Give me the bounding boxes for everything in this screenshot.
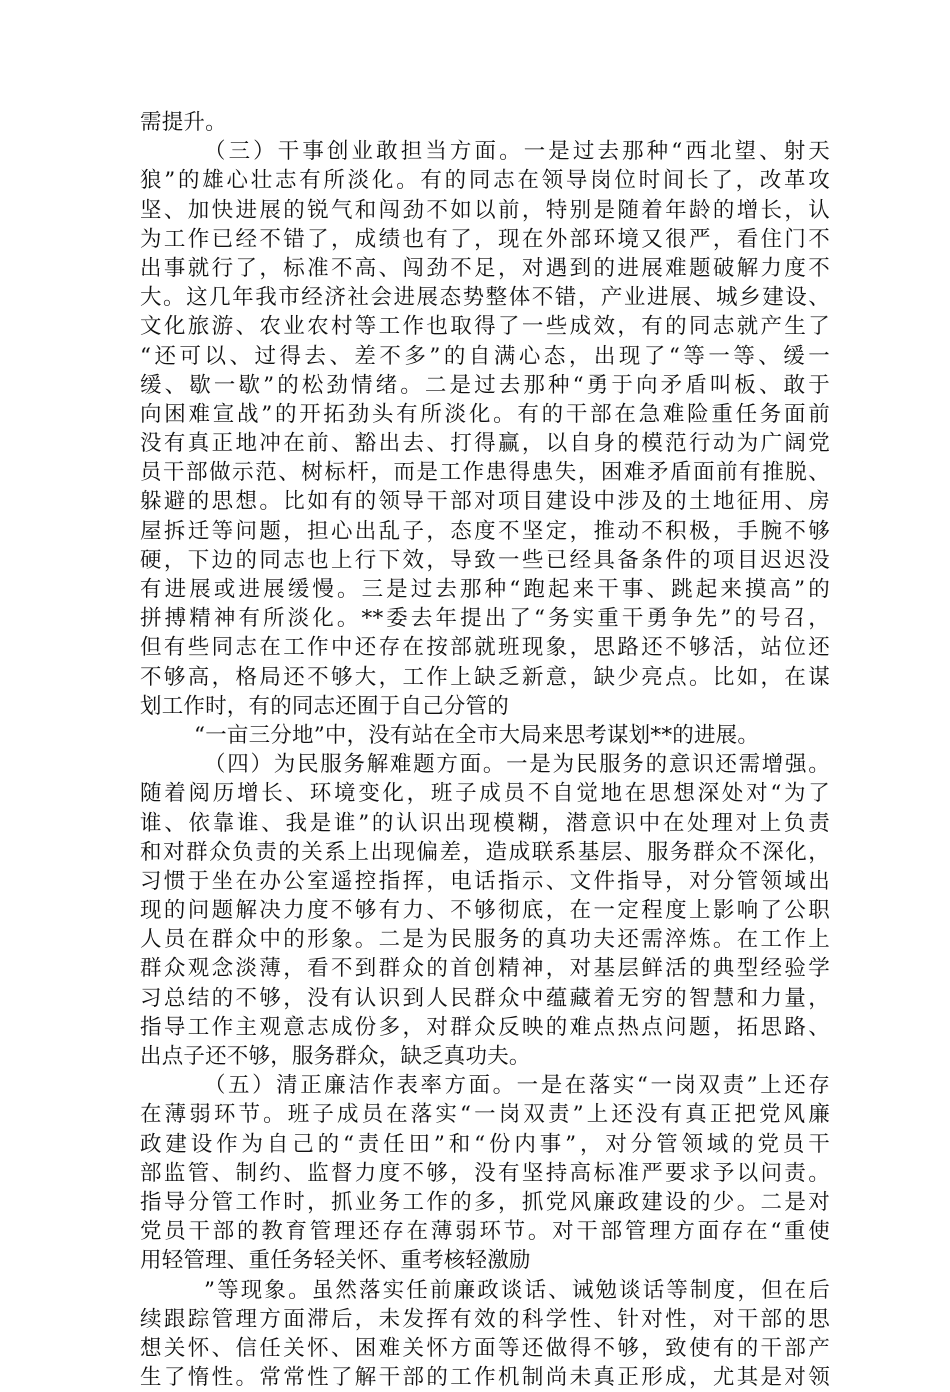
text-line: 续跟踪管理方面滞后，未发挥有效的科学性、针对性，对干部的思 [140, 1306, 830, 1332]
text-line: 硬，下边的同志也上行下效，导致一些已经具备条件的项目迟迟没 [140, 547, 830, 573]
text-line: 谁、依靠谁、我是谁”的认识出现模糊，潜意识中在处理对上负责 [140, 810, 830, 836]
text-line: （三）干事创业敢担当方面。一是过去那种“西北望、射天 [204, 139, 830, 165]
text-line: 坚、加快进展的锐气和闯劲不如以前，特别是随着年龄的增长，认 [140, 197, 830, 223]
text-line: “一亩三分地”中，没有站在全市大局来思考谋划**的进展。 [194, 722, 760, 748]
document-body [140, 108, 830, 1392]
text-line: 狼”的雄心壮志有所淡化。有的同志在领导岗位时间长了，改革攻 [140, 168, 830, 194]
text-line: 缓、歇一歇”的松劲情绪。二是过去那种“勇于向矛盾叫板、敢于 [140, 372, 830, 398]
text-line: 出事就行了，标准不高、闯劲不足，对遇到的进展难题破解力度不 [140, 255, 830, 281]
text-line: 和对群众负责的关系上出现偏差，造成联系基层、服务群众不深化， [140, 839, 830, 865]
text-line: ”等现象。虽然落实任前廉政谈话、诫勉谈话等制度，但在后 [204, 1277, 830, 1303]
text-line: 群众观念淡薄，看不到群众的首创精神，对基层鲜活的典型经验学 [140, 956, 830, 982]
text-line: 随着阅历增长、环境变化，班子成员不自觉地在思想深处对“为了 [140, 781, 830, 807]
text-line: 划工作时，有的同志还囿于自己分管的 [140, 693, 509, 719]
text-line: “还可以、过得去、差不多”的自满心态，出现了“等一等、缓一 [140, 343, 830, 369]
text-line: 需提升。 [140, 110, 227, 135]
text-line: 指导分管工作时，抓业务工作的多，抓党风廉政建设的少。二是对 [140, 1189, 830, 1215]
text-line: 习惯于坐在办公室遥控指挥，电话指示、文件指导，对分管领域出 [140, 868, 830, 894]
text-line: 习总结的不够，没有认识到人民群众中蕴藏着无穷的智慧和力量， [140, 985, 830, 1011]
text-line: 为工作已经不错了，成绩也有了，现在外部环境又很严，看住门不 [140, 226, 830, 252]
text-line: 指导工作主观意志成份多，对群众反映的难点热点问题，拓思路、 [140, 1014, 830, 1040]
text-line: 大。这几年我市经济社会进展态势整体不错，产业进展、城乡建设、 [140, 285, 830, 311]
text-line: 生了惰性。常常性了解干部的工作机制尚未真正形成，尤其是对领 [140, 1365, 830, 1391]
text-line: 有进展或进展缓慢。三是过去那种“跑起来干事、跳起来摸高”的 [140, 577, 830, 602]
text-line: 向困难宣战”的开拓劲头有所淡化。有的干部在急难险重任务面前 [140, 401, 830, 427]
text-line: 文化旅游、农业农村等工作也取得了一些成效，有的同志就产生了 [140, 314, 830, 340]
text-line: 想关怀、信任关怀、困难关怀方面等还做得不够，致使有的干部产 [140, 1335, 830, 1361]
text-line: 部监管、制约、监督力度不够，没有坚持高标准严要求予以问责。 [140, 1160, 830, 1186]
text-line: 但有些同志在工作中还存在按部就班现象，思路还不够活，站位还 [140, 635, 830, 661]
text-line: 拼搏精神有所淡化。**委去年提出了“务实重干勇争先”的号召， [140, 606, 830, 632]
text-line: 屋拆迁等问题，担心出乱子，态度不坚定，推动不积极，手腕不够 [140, 518, 830, 544]
text-line: （五）清正廉洁作表率方面。一是在落实“一岗双责”上还存 [204, 1073, 830, 1099]
text-line: （四）为民服务解难题方面。一是为民服务的意识还需增强。 [204, 752, 830, 778]
text-line: 现的问题解决力度不够有力、不够彻底，在一定程度上影响了公职 [140, 898, 830, 924]
text-line: 没有真正地冲在前、豁出去、打得赢，以自身的模范行动为广阔党 [140, 431, 830, 457]
text-line: 党员干部的教育管理还存在薄弱环节。对干部管理方面存在“重使 [140, 1219, 830, 1245]
text-line: 不够高，格局还不够大，工作上缺乏新意，缺少亮点。比如，在谋 [140, 664, 830, 690]
text-line: 出点子还不够，服务群众，缺乏真功夫。 [140, 1044, 531, 1069]
text-line: 用轻管理、重任务轻关怀、重考核轻激励 [140, 1248, 531, 1274]
text-line: 员干部做示范、树标杆，而是工作患得患失，困难矛盾面前有推脱、 [140, 460, 830, 486]
text-line: 躲避的思想。比如有的领导干部对项目建设中涉及的土地征用、房 [140, 489, 830, 515]
text-line: 人员在群众中的形象。二是为民服务的真功夫还需淬炼。在工作上 [140, 927, 830, 953]
text-line: 在薄弱环节。班子成员在落实“一岗双责”上还没有真正把党风廉 [140, 1102, 830, 1128]
text-line: 政建设作为自己的“责任田”和“份内事”，对分管领域的党员干 [140, 1131, 830, 1157]
